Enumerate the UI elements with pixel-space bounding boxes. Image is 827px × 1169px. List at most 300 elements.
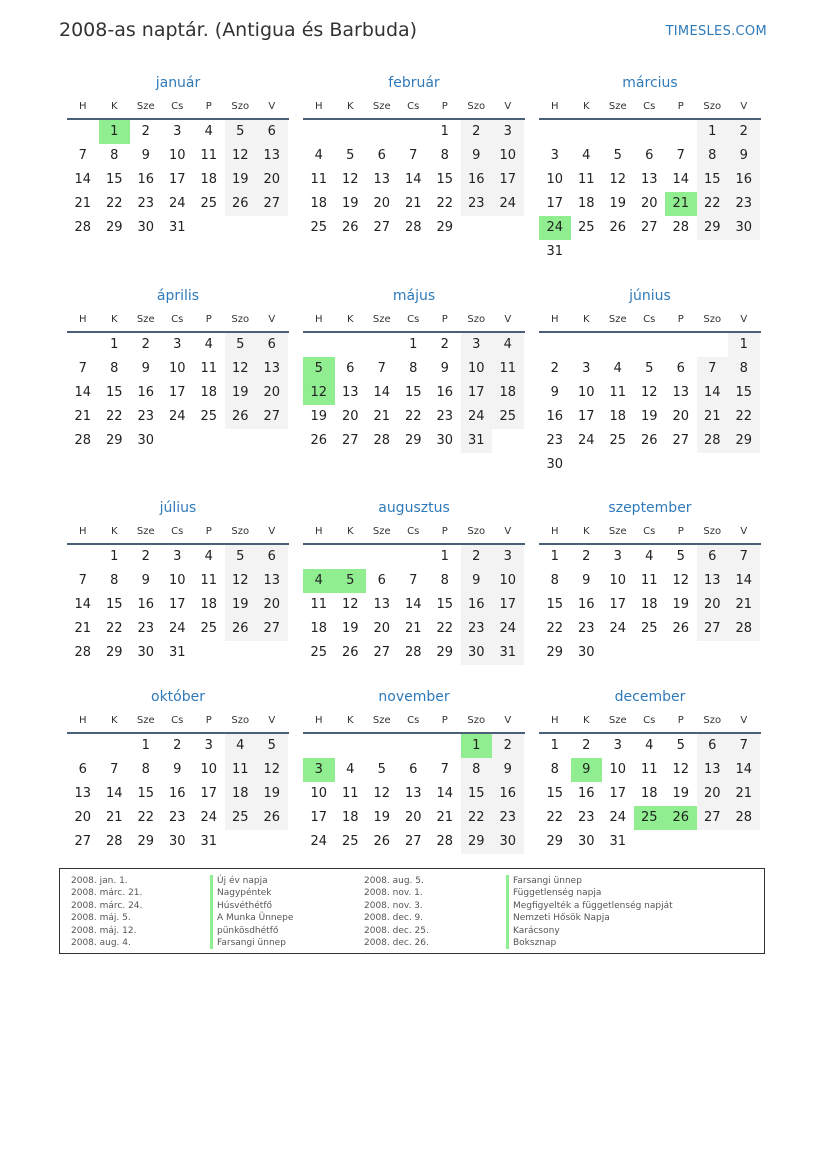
day-cell: 24 bbox=[577, 433, 595, 448]
day-cell: 1 bbox=[697, 120, 729, 144]
day-cell: 27 bbox=[341, 433, 359, 448]
day-cell: 29 bbox=[546, 834, 564, 849]
day-grid bbox=[303, 734, 525, 854]
day-cell: 20 bbox=[697, 593, 729, 617]
day-cell: 26 bbox=[341, 645, 359, 660]
weekday-label: Szo bbox=[231, 526, 250, 537]
empty-cell bbox=[67, 120, 99, 144]
day-cell: 8 bbox=[550, 573, 559, 588]
weekday-label: Szo bbox=[467, 101, 486, 112]
day-cell: 30 bbox=[492, 830, 524, 854]
weekday-label: P bbox=[677, 314, 684, 325]
day-cell: 12 bbox=[672, 573, 690, 588]
weekday-label: Cs bbox=[643, 101, 656, 112]
day-cell: 24 bbox=[168, 621, 186, 636]
day-cell: 29 bbox=[436, 220, 454, 235]
day-cell: 9 bbox=[492, 758, 524, 782]
day-cell: 16 bbox=[577, 597, 595, 612]
weekday-label: H bbox=[314, 715, 323, 726]
weekday-label: V bbox=[740, 314, 748, 325]
day-cell: 30 bbox=[546, 457, 564, 472]
day-cell: 19 bbox=[341, 196, 359, 211]
legend-holiday-name: Farsangi ünnep bbox=[210, 937, 293, 949]
day-cell: 4 bbox=[314, 148, 323, 163]
day-cell: 2 bbox=[728, 120, 760, 144]
day-cell: 6 bbox=[377, 148, 386, 163]
legend-holiday-name: pünkösdhétfő bbox=[210, 925, 293, 937]
day-cell: 7 bbox=[78, 573, 87, 588]
day-cell: 14 bbox=[672, 172, 690, 187]
weekday-label: Cs bbox=[171, 715, 184, 726]
weekday-label: K bbox=[110, 715, 118, 726]
weekday-label: Sze bbox=[608, 101, 627, 112]
empty-cell bbox=[303, 545, 335, 569]
day-cell: 14 bbox=[74, 385, 92, 400]
day-cell: 13 bbox=[341, 385, 359, 400]
day-cell: 21 bbox=[404, 621, 422, 636]
weekday-label: Szo bbox=[467, 715, 486, 726]
weekday-label: H bbox=[314, 526, 323, 537]
holiday-day: 5 bbox=[303, 357, 335, 381]
weekday-label: Sze bbox=[608, 314, 627, 325]
day-cell: 6 bbox=[256, 545, 288, 569]
day-cell: 21 bbox=[373, 409, 391, 424]
empty-cell bbox=[335, 120, 367, 144]
weekday-label: H bbox=[78, 101, 87, 112]
weekday-label: P bbox=[441, 526, 448, 537]
day-cell: 1 bbox=[728, 333, 760, 357]
legend-date: 2008. máj. 12. bbox=[71, 925, 137, 936]
weekday-header bbox=[67, 309, 289, 333]
day-cell: 25 bbox=[310, 645, 328, 660]
day-cell: 18 bbox=[225, 782, 257, 806]
day-cell: 28 bbox=[728, 617, 760, 641]
day-cell: 7 bbox=[377, 361, 386, 376]
day-cell: 17 bbox=[310, 810, 328, 825]
day-cell: 13 bbox=[640, 172, 658, 187]
day-cell: 30 bbox=[436, 433, 454, 448]
day-cell: 1 bbox=[440, 549, 449, 564]
day-cell: 23 bbox=[137, 196, 155, 211]
day-cell: 29 bbox=[105, 645, 123, 660]
day-cell: 13 bbox=[256, 144, 288, 168]
month-8 bbox=[539, 495, 761, 665]
day-cell: 29 bbox=[137, 834, 155, 849]
day-cell: 23 bbox=[168, 810, 186, 825]
weekday-header bbox=[303, 521, 525, 545]
day-cell: 3 bbox=[173, 337, 182, 352]
day-cell: 28 bbox=[74, 645, 92, 660]
weekday-label: Szo bbox=[703, 526, 722, 537]
day-cell: 1 bbox=[141, 738, 150, 753]
day-cell: 14 bbox=[373, 385, 391, 400]
day-cell: 8 bbox=[409, 361, 418, 376]
empty-cell bbox=[398, 120, 430, 144]
day-grid bbox=[539, 734, 761, 854]
weekday-label: P bbox=[441, 715, 448, 726]
holiday-day: 26 bbox=[665, 806, 697, 830]
weekday-label: Cs bbox=[407, 715, 420, 726]
legend-date: 2008. dec. 9. bbox=[364, 913, 424, 924]
empty-cell bbox=[634, 333, 666, 357]
day-cell: 20 bbox=[697, 782, 729, 806]
day-cell: 13 bbox=[256, 357, 288, 381]
day-cell: 8 bbox=[440, 573, 449, 588]
month-name: április bbox=[156, 288, 200, 304]
day-cell: 31 bbox=[200, 834, 218, 849]
day-cell: 15 bbox=[105, 172, 123, 187]
day-cell: 28 bbox=[74, 220, 92, 235]
day-cell: 18 bbox=[200, 597, 218, 612]
day-grid bbox=[539, 545, 761, 665]
day-cell: 31 bbox=[461, 429, 493, 453]
legend-holiday-name: Nemzeti Hősök Napja bbox=[506, 912, 673, 924]
day-cell: 5 bbox=[256, 734, 288, 758]
day-cell: 13 bbox=[697, 569, 729, 593]
day-cell: 15 bbox=[404, 385, 422, 400]
weekday-label: Sze bbox=[136, 101, 155, 112]
month-6 bbox=[67, 495, 289, 665]
day-cell: 26 bbox=[640, 433, 658, 448]
weekday-label: Sze bbox=[372, 526, 391, 537]
day-cell: 11 bbox=[609, 385, 627, 400]
month-name: március bbox=[622, 75, 678, 91]
day-cell: 20 bbox=[404, 810, 422, 825]
weekday-label: Cs bbox=[407, 101, 420, 112]
day-cell: 17 bbox=[168, 597, 186, 612]
day-cell: 25 bbox=[640, 621, 658, 636]
day-cell: 29 bbox=[697, 216, 729, 240]
holiday-day: 1 bbox=[461, 734, 493, 758]
empty-cell bbox=[303, 734, 335, 758]
day-cell: 7 bbox=[110, 762, 119, 777]
empty-cell bbox=[602, 120, 634, 144]
day-cell: 17 bbox=[609, 597, 627, 612]
day-cell: 14 bbox=[728, 758, 760, 782]
day-cell: 17 bbox=[546, 196, 564, 211]
day-cell: 26 bbox=[310, 433, 328, 448]
weekday-label: Sze bbox=[136, 715, 155, 726]
day-cell: 12 bbox=[341, 597, 359, 612]
weekday-label: Sze bbox=[136, 526, 155, 537]
day-cell: 14 bbox=[74, 172, 92, 187]
day-cell: 2 bbox=[492, 734, 524, 758]
day-cell: 27 bbox=[640, 220, 658, 235]
day-cell: 30 bbox=[728, 216, 760, 240]
weekday-label: K bbox=[110, 526, 118, 537]
day-cell: 28 bbox=[373, 433, 391, 448]
day-grid bbox=[67, 120, 289, 240]
day-cell: 11 bbox=[310, 172, 328, 187]
day-grid bbox=[303, 120, 525, 240]
day-cell: 6 bbox=[676, 361, 685, 376]
day-cell: 23 bbox=[492, 806, 524, 830]
weekday-label: Cs bbox=[171, 314, 184, 325]
day-cell: 10 bbox=[168, 573, 186, 588]
day-cell: 10 bbox=[492, 144, 524, 168]
day-cell: 11 bbox=[310, 597, 328, 612]
legend-date: 2008. dec. 26. bbox=[364, 937, 429, 948]
empty-cell bbox=[398, 545, 430, 569]
day-cell: 27 bbox=[256, 617, 288, 641]
empty-cell bbox=[335, 333, 367, 357]
weekday-label: P bbox=[205, 526, 212, 537]
day-cell: 10 bbox=[546, 172, 564, 187]
holiday-day: 12 bbox=[303, 381, 335, 405]
day-cell: 13 bbox=[404, 786, 422, 801]
day-cell: 15 bbox=[461, 782, 493, 806]
holiday-day: 24 bbox=[539, 216, 571, 240]
month-name: január bbox=[155, 75, 201, 91]
day-cell: 18 bbox=[492, 381, 524, 405]
day-cell: 19 bbox=[373, 810, 391, 825]
holiday-legend bbox=[59, 868, 765, 954]
day-cell: 2 bbox=[141, 337, 150, 352]
weekday-label: V bbox=[268, 314, 276, 325]
day-cell: 2 bbox=[141, 549, 150, 564]
month-name: december bbox=[614, 689, 686, 705]
day-cell: 15 bbox=[546, 786, 564, 801]
day-cell: 9 bbox=[582, 573, 591, 588]
day-cell: 28 bbox=[672, 220, 690, 235]
weekday-header bbox=[67, 96, 289, 120]
weekday-label: K bbox=[582, 715, 590, 726]
day-cell: 25 bbox=[609, 433, 627, 448]
weekday-label: H bbox=[550, 314, 559, 325]
day-cell: 15 bbox=[436, 172, 454, 187]
day-cell: 3 bbox=[492, 120, 524, 144]
day-cell: 6 bbox=[377, 573, 386, 588]
weekday-label: Sze bbox=[136, 314, 155, 325]
day-cell: 5 bbox=[613, 148, 622, 163]
day-cell: 5 bbox=[225, 333, 257, 357]
legend-holiday-name: Új év napja bbox=[210, 875, 293, 887]
empty-cell bbox=[303, 120, 335, 144]
day-cell: 3 bbox=[173, 549, 182, 564]
weekday-label: P bbox=[677, 526, 684, 537]
day-cell: 27 bbox=[697, 806, 729, 830]
day-cell: 9 bbox=[461, 569, 493, 593]
legend-date: 2008. dec. 25. bbox=[364, 925, 429, 936]
day-cell: 9 bbox=[461, 144, 493, 168]
day-grid bbox=[67, 545, 289, 665]
weekday-label: H bbox=[314, 314, 323, 325]
day-cell: 8 bbox=[110, 573, 119, 588]
day-cell: 20 bbox=[640, 196, 658, 211]
weekday-label: Sze bbox=[608, 526, 627, 537]
day-cell: 21 bbox=[74, 621, 92, 636]
legend-date-column bbox=[364, 875, 429, 949]
weekday-label: V bbox=[268, 101, 276, 112]
day-cell: 2 bbox=[440, 337, 449, 352]
weekday-label: V bbox=[740, 526, 748, 537]
day-cell: 8 bbox=[728, 357, 760, 381]
day-cell: 23 bbox=[577, 621, 595, 636]
day-cell: 14 bbox=[74, 597, 92, 612]
day-cell: 27 bbox=[404, 834, 422, 849]
day-cell: 13 bbox=[74, 786, 92, 801]
day-cell: 21 bbox=[436, 810, 454, 825]
month-name: június bbox=[629, 288, 671, 304]
day-cell: 30 bbox=[137, 220, 155, 235]
day-cell: 27 bbox=[373, 645, 391, 660]
empty-cell bbox=[366, 120, 398, 144]
legend-holiday-name: A Munka Ünnepe bbox=[210, 912, 293, 924]
day-cell: 7 bbox=[409, 148, 418, 163]
weekday-label: Szo bbox=[467, 526, 486, 537]
day-cell: 25 bbox=[577, 220, 595, 235]
legend-holiday-name: Farsangi ünnep bbox=[506, 875, 673, 887]
month-5 bbox=[539, 283, 761, 477]
empty-cell bbox=[335, 734, 367, 758]
day-cell: 27 bbox=[74, 834, 92, 849]
day-cell: 6 bbox=[256, 120, 288, 144]
day-cell: 6 bbox=[256, 333, 288, 357]
day-cell: 14 bbox=[436, 786, 454, 801]
day-cell: 4 bbox=[204, 124, 213, 139]
day-cell: 1 bbox=[440, 124, 449, 139]
day-cell: 27 bbox=[672, 433, 690, 448]
legend-date: 2008. márc. 21. bbox=[71, 888, 143, 899]
day-cell: 8 bbox=[697, 144, 729, 168]
weekday-label: V bbox=[504, 314, 512, 325]
day-cell: 25 bbox=[200, 409, 218, 424]
weekday-label: K bbox=[582, 526, 590, 537]
day-cell: 24 bbox=[168, 196, 186, 211]
day-cell: 21 bbox=[404, 196, 422, 211]
holiday-day: 9 bbox=[571, 758, 603, 782]
weekday-label: K bbox=[346, 101, 354, 112]
weekday-label: P bbox=[205, 715, 212, 726]
day-cell: 10 bbox=[310, 786, 328, 801]
legend-date: 2008. aug. 4. bbox=[71, 937, 131, 948]
day-cell: 6 bbox=[697, 545, 729, 569]
day-cell: 19 bbox=[225, 168, 257, 192]
day-cell: 9 bbox=[141, 148, 150, 163]
day-cell: 22 bbox=[697, 192, 729, 216]
month-name: május bbox=[392, 288, 436, 304]
day-cell: 12 bbox=[225, 569, 257, 593]
legend-date: 2008. nov. 3. bbox=[364, 900, 423, 911]
day-cell: 1 bbox=[110, 337, 119, 352]
day-cell: 16 bbox=[492, 782, 524, 806]
day-cell: 21 bbox=[697, 405, 729, 429]
weekday-label: Cs bbox=[171, 526, 184, 537]
day-cell: 7 bbox=[697, 357, 729, 381]
weekday-label: K bbox=[346, 526, 354, 537]
empty-cell bbox=[665, 333, 697, 357]
day-cell: 7 bbox=[728, 734, 760, 758]
weekday-header bbox=[303, 710, 525, 734]
day-cell: 15 bbox=[697, 168, 729, 192]
day-cell: 11 bbox=[640, 762, 658, 777]
day-cell: 4 bbox=[613, 361, 622, 376]
day-cell: 3 bbox=[550, 148, 559, 163]
day-grid bbox=[303, 545, 525, 665]
day-cell: 9 bbox=[728, 144, 760, 168]
day-cell: 4 bbox=[492, 333, 524, 357]
day-cell: 3 bbox=[204, 738, 213, 753]
day-cell: 1 bbox=[550, 549, 559, 564]
empty-cell bbox=[67, 333, 99, 357]
weekday-label: Sze bbox=[372, 314, 391, 325]
day-cell: 25 bbox=[200, 196, 218, 211]
day-grid bbox=[539, 120, 761, 264]
day-cell: 28 bbox=[728, 806, 760, 830]
day-cell: 9 bbox=[550, 385, 559, 400]
day-grid bbox=[303, 333, 525, 453]
day-cell: 25 bbox=[492, 405, 524, 429]
day-grid bbox=[539, 333, 761, 477]
day-cell: 10 bbox=[168, 148, 186, 163]
day-cell: 9 bbox=[173, 762, 182, 777]
weekday-label: V bbox=[740, 101, 748, 112]
day-cell: 4 bbox=[225, 734, 257, 758]
holiday-day: 21 bbox=[665, 192, 697, 216]
month-3 bbox=[67, 283, 289, 453]
day-cell: 26 bbox=[672, 621, 690, 636]
day-cell: 19 bbox=[609, 196, 627, 211]
day-cell: 11 bbox=[492, 357, 524, 381]
weekday-label: Sze bbox=[372, 715, 391, 726]
weekday-header bbox=[303, 96, 525, 120]
day-cell: 22 bbox=[105, 409, 123, 424]
day-cell: 28 bbox=[404, 645, 422, 660]
weekday-label: Cs bbox=[643, 715, 656, 726]
day-cell: 13 bbox=[373, 172, 391, 187]
day-cell: 1 bbox=[550, 738, 559, 753]
holiday-day: 4 bbox=[303, 569, 335, 593]
day-cell: 21 bbox=[74, 409, 92, 424]
day-cell: 13 bbox=[672, 385, 690, 400]
day-cell: 20 bbox=[256, 381, 288, 405]
weekday-label: Cs bbox=[407, 314, 420, 325]
day-cell: 11 bbox=[200, 573, 218, 588]
page-title: 2008-as naptár. (Antigua és Barbuda) bbox=[59, 19, 418, 41]
day-cell: 22 bbox=[436, 621, 454, 636]
day-cell: 29 bbox=[461, 830, 493, 854]
empty-cell bbox=[398, 734, 430, 758]
day-cell: 18 bbox=[640, 597, 658, 612]
day-cell: 24 bbox=[200, 810, 218, 825]
weekday-label: V bbox=[740, 715, 748, 726]
weekday-header bbox=[539, 309, 761, 333]
day-cell: 12 bbox=[225, 357, 257, 381]
day-cell: 9 bbox=[141, 361, 150, 376]
day-cell: 29 bbox=[404, 433, 422, 448]
day-cell: 8 bbox=[440, 148, 449, 163]
weekday-label: P bbox=[205, 314, 212, 325]
weekday-label: H bbox=[550, 715, 559, 726]
day-cell: 10 bbox=[577, 385, 595, 400]
holiday-day: 3 bbox=[303, 758, 335, 782]
day-cell: 2 bbox=[461, 545, 493, 569]
month-9 bbox=[67, 684, 289, 854]
day-cell: 19 bbox=[672, 597, 690, 612]
weekday-header bbox=[67, 521, 289, 545]
day-cell: 15 bbox=[728, 381, 760, 405]
day-cell: 24 bbox=[492, 617, 524, 641]
brand-link[interactable]: TIMESLES.COM bbox=[665, 24, 767, 39]
day-cell: 20 bbox=[256, 593, 288, 617]
weekday-header bbox=[539, 521, 761, 545]
legend-holiday-name: Megfigyelték a függetlenség napját bbox=[506, 900, 673, 912]
day-cell: 17 bbox=[200, 786, 218, 801]
day-cell: 26 bbox=[373, 834, 391, 849]
holiday-day: 1 bbox=[99, 120, 131, 144]
day-cell: 28 bbox=[105, 834, 123, 849]
weekday-label: V bbox=[504, 101, 512, 112]
